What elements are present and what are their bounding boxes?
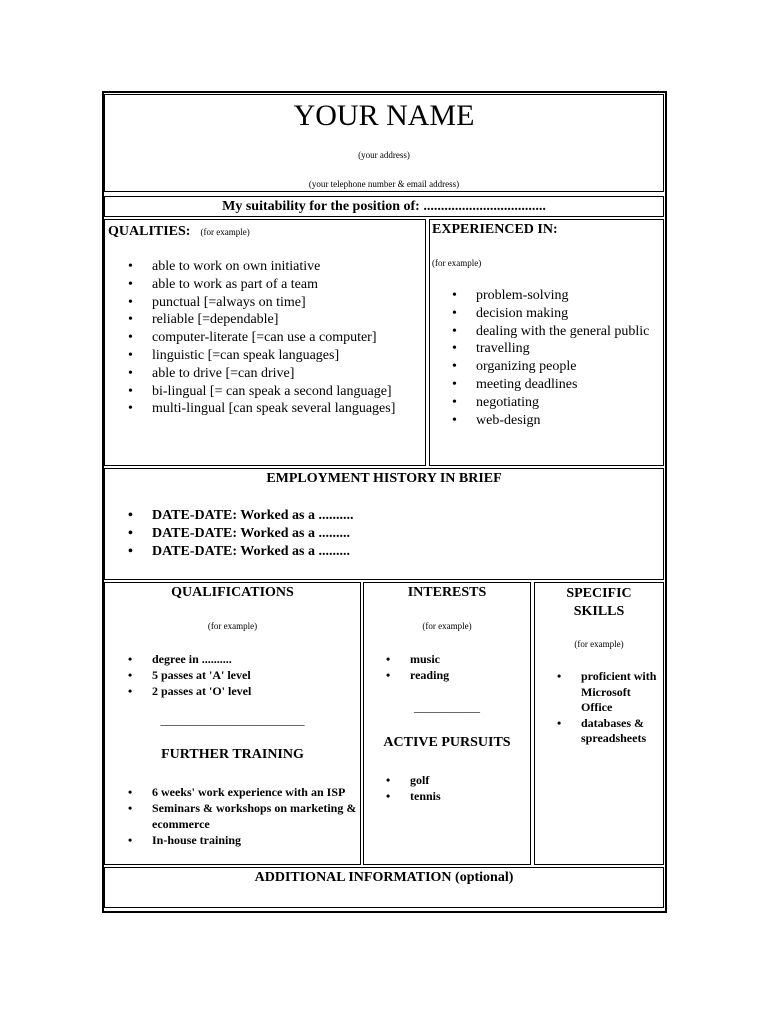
list-item: • able to work on own initiative xyxy=(128,258,395,276)
list-item: • proficient with Microsoft Office xyxy=(557,669,663,716)
qualifications-note: (for example) xyxy=(207,621,258,631)
additional-section xyxy=(104,867,664,908)
interests-note: (for example) xyxy=(422,621,472,631)
further-training-title: FURTHER TRAINING xyxy=(161,747,304,762)
employment-list xyxy=(128,507,353,561)
interests-separator: ___________ xyxy=(414,700,480,714)
list-item: • golf xyxy=(386,772,441,788)
list-item: • DATE-DATE: Worked as a ......... xyxy=(128,543,353,561)
specific-skills-note: (for example) xyxy=(574,639,624,649)
further-training-list xyxy=(128,784,358,848)
specific-skills-list xyxy=(557,669,663,747)
list-item: • able to work as part of a team xyxy=(128,276,395,294)
interests-title: INTERESTS xyxy=(407,585,487,600)
list-item: • reliable [=dependable] xyxy=(128,311,395,329)
suitability-section xyxy=(104,196,664,217)
interests-section xyxy=(363,582,531,865)
specific-skills-section xyxy=(534,582,664,865)
list-item: • computer-literate [=can use a computer] xyxy=(128,329,395,347)
additional-title: ADDITIONAL INFORMATION (optional) xyxy=(254,870,514,885)
qualifications-title: QUALIFICATIONS xyxy=(171,585,294,600)
qualities-section xyxy=(104,219,426,466)
list-item: • decision making xyxy=(452,305,657,323)
list-item: • 5 passes at 'A' level xyxy=(128,667,251,683)
qualities-title: QUALITIES: xyxy=(108,224,191,239)
list-item: • music xyxy=(386,651,449,667)
list-item: • databases & spreadsheets xyxy=(557,716,663,747)
list-item: • meeting deadlines xyxy=(452,376,657,394)
active-pursuits-list xyxy=(386,772,441,804)
list-item: • multi-lingual [can speak several languages] xyxy=(128,400,395,418)
name-section xyxy=(104,94,664,192)
qualities-heading-row xyxy=(108,222,250,240)
qualities-list xyxy=(128,258,395,418)
qualifications-list xyxy=(128,651,251,699)
list-item: • problem-solving xyxy=(452,287,657,305)
qualifications-separator: ________________________ xyxy=(160,713,305,727)
list-item: • tennis xyxy=(386,788,441,804)
list-item: • bi-lingual [= can speak a second language] xyxy=(128,383,395,401)
list-item: • In-house training xyxy=(128,832,358,848)
list-item: • dealing with the general public xyxy=(452,323,657,341)
list-item: • DATE-DATE: Worked as a ......... xyxy=(128,525,353,543)
list-item: • negotiating xyxy=(452,394,657,412)
specific-skills-title-line2: SKILLS xyxy=(573,604,625,619)
employment-section xyxy=(104,468,664,580)
list-item: • able to drive [=can drive] xyxy=(128,365,395,383)
list-item: • Seminars & workshops on marketing & ecommerce xyxy=(128,800,358,832)
list-item: • travelling xyxy=(452,340,657,358)
address-placeholder: (your address) xyxy=(358,150,410,160)
suitability-text: My suitability for the position of: ................................... xyxy=(222,199,546,214)
list-item: • punctual [=always on time] xyxy=(128,294,395,312)
qualifications-section xyxy=(104,582,361,865)
list-item: • degree in .......... xyxy=(128,651,251,667)
experienced-section xyxy=(429,219,664,466)
your-name-heading: YOUR NAME xyxy=(293,99,475,132)
list-item: • 2 passes at 'O' level xyxy=(128,683,251,699)
experienced-note: (for example) xyxy=(432,258,482,268)
experienced-list xyxy=(452,287,657,429)
specific-skills-title-line1: SPECIFIC xyxy=(566,586,632,601)
list-item: • reading xyxy=(386,667,449,683)
list-item: • organizing people xyxy=(452,358,657,376)
active-pursuits-title: ACTIVE PURSUITS xyxy=(383,735,511,750)
list-item: • web-design xyxy=(452,412,657,430)
employment-title: EMPLOYMENT HISTORY IN BRIEF xyxy=(266,471,502,486)
experienced-title: EXPERIENCED IN: xyxy=(432,222,558,237)
list-item: • 6 weeks' work experience with an ISP xyxy=(128,784,358,800)
interests-list xyxy=(386,651,449,683)
contact-placeholder: (your telephone number & email address) xyxy=(308,179,460,189)
qualities-note: (for example) xyxy=(200,227,250,237)
list-item: • linguistic [=can speak languages] xyxy=(128,347,395,365)
list-item: • DATE-DATE: Worked as a .......... xyxy=(128,507,353,525)
